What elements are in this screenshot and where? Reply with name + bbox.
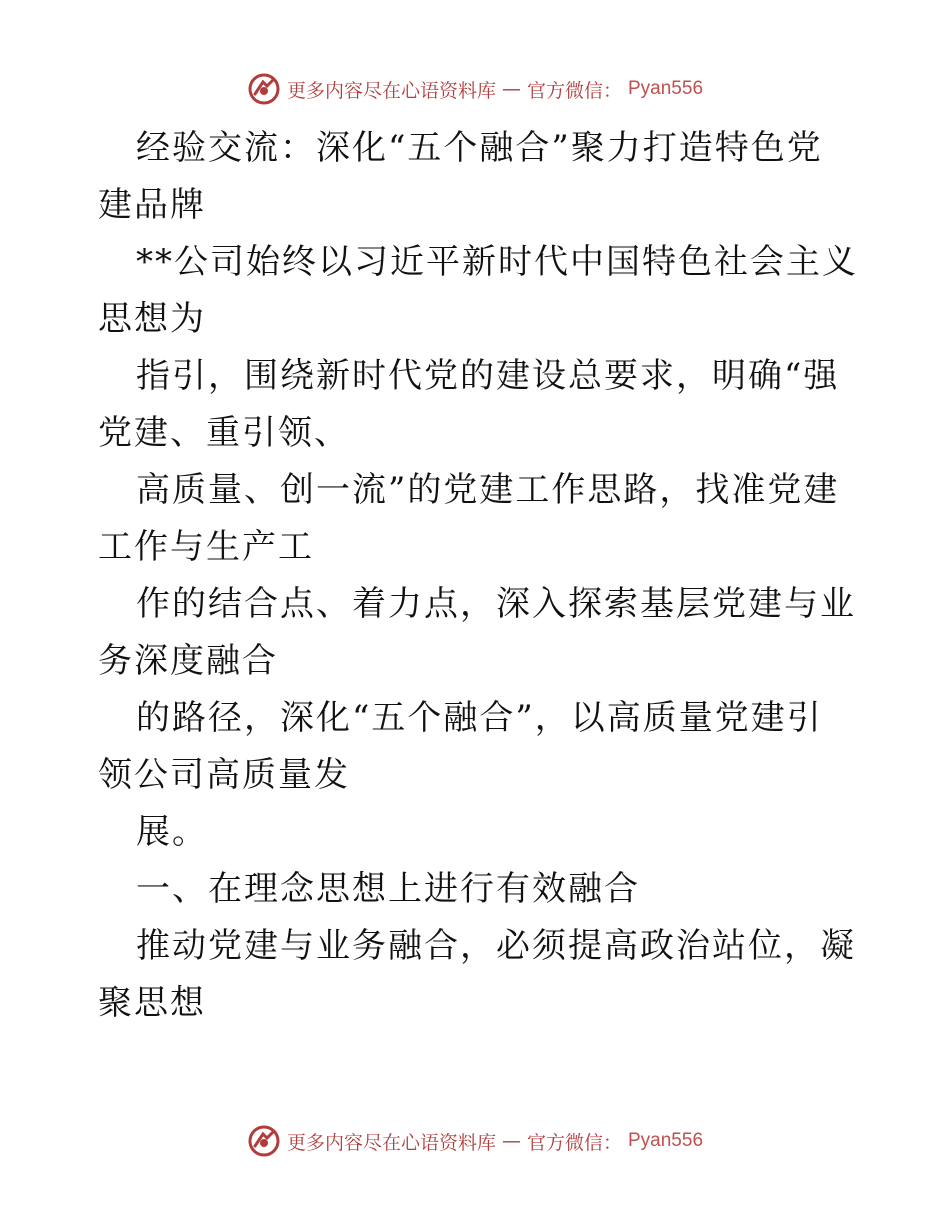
document-title: 经验交流：深化“五个融合”聚力打造特色党建品牌 (98, 128, 823, 225)
paragraph-line: 推动党建与业务融合，必须提高政治站位，凝聚思想 (98, 926, 856, 1023)
watermark-label: 官方微信： (526, 79, 622, 102)
paragraph-line: 指引，围绕新时代党的建设总要求，明确“强党建、重引领、 (98, 356, 840, 453)
watermark-value: Pyan556 (628, 1130, 704, 1151)
watermark-text: 更多内容尽在心语资料库 (286, 1131, 496, 1154)
watermark-separator: — (501, 1130, 521, 1152)
footer-watermark (0, 1124, 950, 1158)
header-watermark (0, 72, 950, 106)
seal-logo-icon (247, 72, 281, 106)
seal-logo-icon (247, 1124, 281, 1158)
watermark-label: 官方微信： (526, 1131, 622, 1154)
document-body (98, 120, 858, 1032)
paragraph-line: 的路径，深化“五个融合”，以高质量党建引领公司高质量发 (98, 698, 823, 795)
paragraph-line: **公司始终以习近平新时代中国特色社会主义思想为 (98, 242, 858, 339)
watermark-text: 更多内容尽在心语资料库 (286, 79, 496, 102)
section-heading: 一、在理念思想上进行有效融合 (136, 869, 640, 909)
paragraph-line: 作的结合点、着力点，深入探索基层党建与业务深度融合 (98, 584, 856, 681)
watermark-value: Pyan556 (628, 78, 704, 99)
watermark-separator: — (501, 78, 521, 100)
paragraph-line: 展。 (136, 812, 208, 852)
paragraph-line: 高质量、创一流”的党建工作思路，找准党建工作与生产工 (98, 470, 840, 567)
